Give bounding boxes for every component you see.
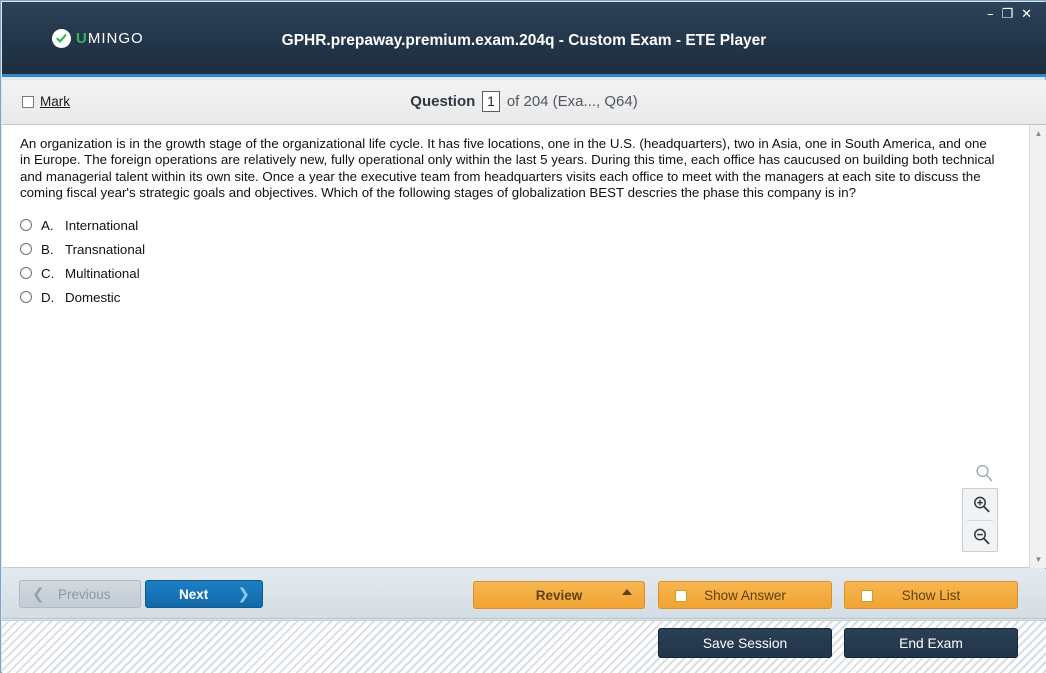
question-text: An organization is in the growth stage of the organizational life cycle. It has five locations, one in the U.S. (headquarters), two in Asia, one in South America, and one in Europe. The foreign operations are relatively new, fully operational only within the last 5 years. During this time, each office has caucused on building both technical and managerial talent within its own site. Once a year the executive team from headquarters visits each office to meet with the managers at each site to discuss the coming fiscal year's strategic goals and objectives. Which of the following stages of globalization BEST descries the phase this company is in? xyxy=(20,136,995,200)
scroll-down-arrow-icon[interactable]: ▼ xyxy=(1030,551,1046,568)
answer-option-a[interactable] xyxy=(20,213,720,237)
save-session-label: Save Session xyxy=(702,635,788,651)
maximize-icon[interactable]: ❐ xyxy=(1001,7,1014,22)
chevron-left-icon: ❮ xyxy=(32,585,45,603)
question-number-input[interactable]: 1 xyxy=(482,91,500,112)
review-button-label: Review xyxy=(535,587,583,603)
show-list-checkbox[interactable] xyxy=(861,590,873,602)
answer-text-c: Multinational xyxy=(65,265,140,281)
chevron-right-icon: ❯ xyxy=(237,585,250,603)
answer-option-c[interactable] xyxy=(20,261,720,285)
answer-options-list xyxy=(20,213,720,309)
logo-text-u: U xyxy=(76,30,88,47)
question-word: Question xyxy=(410,93,476,110)
end-exam-label: End Exam xyxy=(899,635,963,651)
scroll-up-arrow-icon[interactable]: ▲ xyxy=(1030,125,1046,142)
answer-text-d: Domestic xyxy=(65,289,121,305)
magnifier-icon[interactable] xyxy=(974,463,994,488)
answer-option-b[interactable] xyxy=(20,237,720,261)
review-button[interactable] xyxy=(473,581,645,609)
previous-button[interactable] xyxy=(19,580,141,608)
answer-text-b: Transnational xyxy=(65,241,146,257)
show-answer-label: Show Answer xyxy=(704,587,786,603)
caret-up-icon xyxy=(622,589,632,595)
question-counter xyxy=(2,91,1046,112)
answer-letter-b: B. xyxy=(41,241,54,257)
answer-letter-d: D. xyxy=(41,289,55,305)
radio-d[interactable] xyxy=(20,291,32,303)
previous-button-label: Previous xyxy=(58,586,111,602)
content-scrollbar[interactable] xyxy=(1029,125,1046,568)
radio-a[interactable] xyxy=(20,219,32,231)
show-list-button[interactable] xyxy=(844,581,1018,609)
end-exam-button[interactable] xyxy=(844,628,1018,658)
answer-letter-a: A. xyxy=(41,217,54,233)
next-button[interactable] xyxy=(145,580,263,608)
show-list-label: Show List xyxy=(901,587,961,603)
window-controls xyxy=(987,8,1032,21)
show-answer-checkbox[interactable] xyxy=(675,590,687,602)
save-session-button[interactable] xyxy=(658,628,832,658)
answer-text-a: International xyxy=(65,217,139,233)
question-total-label: of 204 (Exa..., Q64) xyxy=(506,93,638,110)
question-content-panel xyxy=(2,125,1046,568)
zoom-in-icon[interactable] xyxy=(963,489,999,520)
close-icon[interactable]: ✕ xyxy=(1021,7,1032,22)
answer-option-d[interactable] xyxy=(20,285,720,309)
question-header-bar xyxy=(2,80,1046,125)
zoom-out-icon[interactable] xyxy=(963,521,999,552)
zoom-panel xyxy=(962,488,998,552)
answer-letter-c: C. xyxy=(41,265,55,281)
show-answer-button[interactable] xyxy=(658,581,832,609)
next-button-label: Next xyxy=(179,586,209,602)
window-title: GPHR.prepaway.premium.exam.204q - Custom Exam - ETE Player xyxy=(281,32,767,49)
radio-c[interactable] xyxy=(20,267,32,279)
zoom-controls xyxy=(962,463,1002,553)
title-bar xyxy=(2,2,1046,77)
logo-text-rest: MINGO xyxy=(87,30,144,47)
minimize-icon[interactable]: – xyxy=(986,7,994,22)
radio-b[interactable] xyxy=(20,243,32,255)
mark-label: Mark xyxy=(40,94,70,109)
